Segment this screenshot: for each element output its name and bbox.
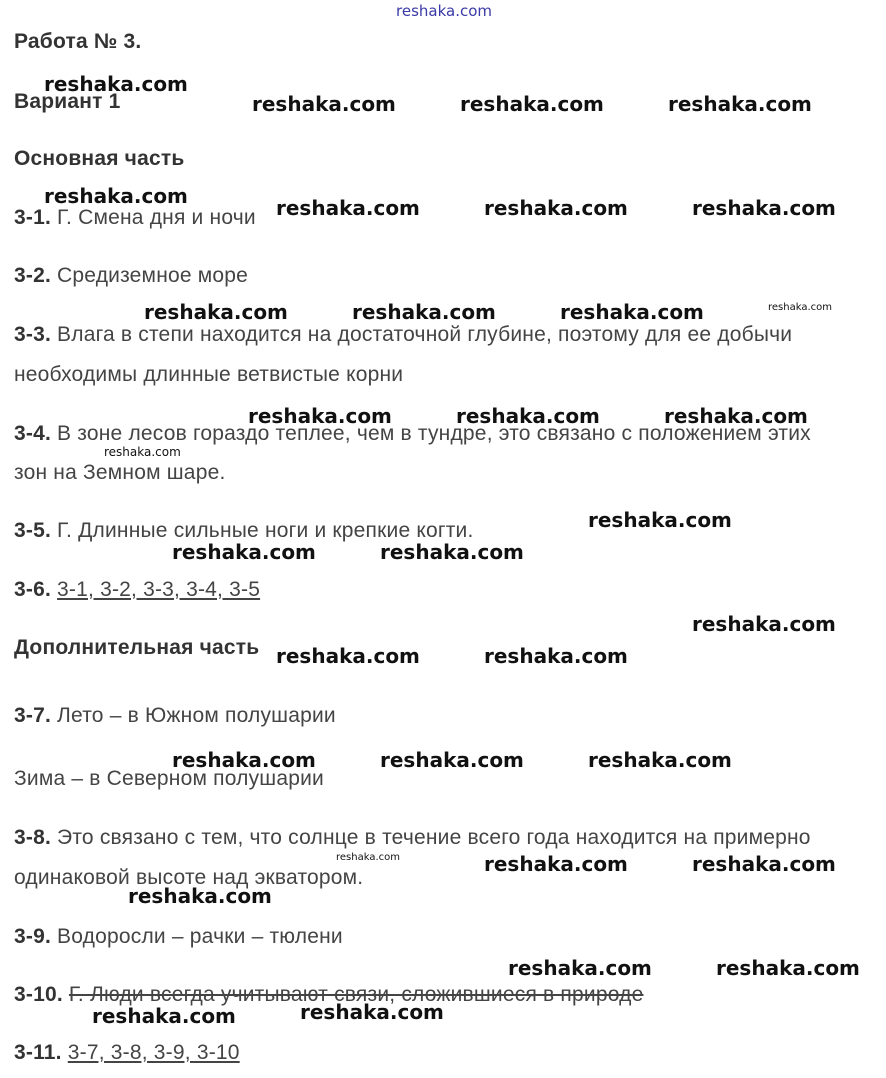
watermark: reshaka.com [128, 884, 272, 908]
answer-text: Средиземное море [51, 264, 249, 287]
watermark: reshaka.com [668, 92, 812, 116]
watermark: reshaka.com [664, 404, 808, 428]
answer-3-4-cont: зон на Земном шаре. [14, 461, 226, 484]
answer-strike-text: Г. Люди всегда учитывают связи, сложившиеся в природе [68, 983, 644, 1006]
answer-number: 3-4. [14, 422, 51, 445]
answer-number: 3-8. [14, 826, 51, 849]
answer-3-3 [14, 323, 792, 347]
answer-3-11 [14, 1041, 240, 1065]
answer-number: 3-5. [14, 519, 51, 542]
answer-3-9 [14, 925, 343, 949]
watermark: reshaka.com [300, 1000, 444, 1024]
watermark: reshaka.com [276, 196, 420, 220]
watermark: reshaka.com [588, 748, 732, 772]
watermark: reshaka.com [560, 300, 704, 324]
watermark: reshaka.com [172, 748, 316, 772]
watermark: reshaka.com [380, 748, 524, 772]
watermark: reshaka.com [252, 92, 396, 116]
watermark: reshaka.com [692, 612, 836, 636]
watermark: reshaka.com [44, 184, 188, 208]
variant-heading: Вариант 1 [14, 90, 121, 113]
answer-text: Г. Длинные сильные ноги и крепкие когти. [51, 519, 474, 542]
watermark: reshaka.com [92, 1004, 236, 1028]
watermark: reshaka.com [692, 196, 836, 220]
watermark: reshaka.com [172, 540, 316, 564]
answer-number: 3-7. [14, 704, 51, 727]
answer-text: Влага в степи находится на достаточной глубине, поэтому для ее добычи [51, 323, 793, 346]
watermark: reshaka.com [588, 508, 732, 532]
answer-text: Лето – в Южном полушарии [51, 704, 336, 727]
watermark: reshaka.com [508, 956, 652, 980]
watermark: reshaka.com [460, 92, 604, 116]
top-watermark: reshaka.com [396, 2, 492, 20]
extra-section-heading: Дополнительная часть [14, 636, 260, 659]
watermark: reshaka.com [276, 644, 420, 668]
answer-text: Водоросли – рачки – тюлени [51, 925, 343, 948]
answer-3-7-cont: Зима – в Северном полушарии [14, 767, 324, 790]
watermark: reshaka.com [716, 956, 860, 980]
watermark: reshaka.com [44, 72, 188, 96]
watermark: reshaka.com [456, 404, 600, 428]
answer-number: 3-6. [14, 578, 51, 601]
watermark: reshaka.com [484, 644, 628, 668]
answer-3-8-cont: одинаковой высоте над экватором. [14, 866, 364, 889]
watermark-small: reshaka.com [336, 852, 400, 863]
answer-3-1 [14, 206, 256, 230]
watermark: reshaka.com [380, 540, 524, 564]
watermark: reshaka.com [352, 300, 496, 324]
answer-number: 3-10. [14, 983, 63, 1006]
answer-3-3-cont: необходимы длинные ветвистые корни [14, 363, 404, 386]
watermark: reshaka.com [144, 300, 288, 324]
watermark: reshaka.com [484, 852, 628, 876]
answer-3-6 [14, 578, 260, 602]
answer-number: 3-3. [14, 323, 51, 346]
answer-3-8 [14, 826, 811, 850]
answer-link-text: 3-7, 3-8, 3-9, 3-10 [67, 1041, 240, 1064]
answer-number: 3-9. [14, 925, 51, 948]
main-section-heading: Основная часть [14, 147, 185, 170]
watermark: reshaka.com [484, 196, 628, 220]
answer-link-text: 3-1, 3-2, 3-3, 3-4, 3-5 [57, 578, 261, 601]
answer-text: Г. Смена дня и ночи [51, 206, 256, 229]
answer-3-7 [14, 704, 336, 728]
watermark: reshaka.com [692, 852, 836, 876]
answer-number: 3-1. [14, 206, 51, 229]
answer-text: Это связано с тем, что солнце в течение всего года находится на примерно [51, 826, 811, 849]
watermark: reshaka.com [248, 404, 392, 428]
page-title: Работа № 3. [14, 30, 142, 53]
watermark-small: reshaka.com [768, 302, 832, 313]
answer-3-2 [14, 264, 248, 288]
watermark-small: reshaka.com [104, 445, 181, 459]
answer-number: 3-2. [14, 264, 51, 287]
answer-text: В зоне лесов гораздо теплее, чем в тундре, это связано с положением этих [51, 422, 811, 445]
answer-number: 3-11. [14, 1041, 62, 1064]
